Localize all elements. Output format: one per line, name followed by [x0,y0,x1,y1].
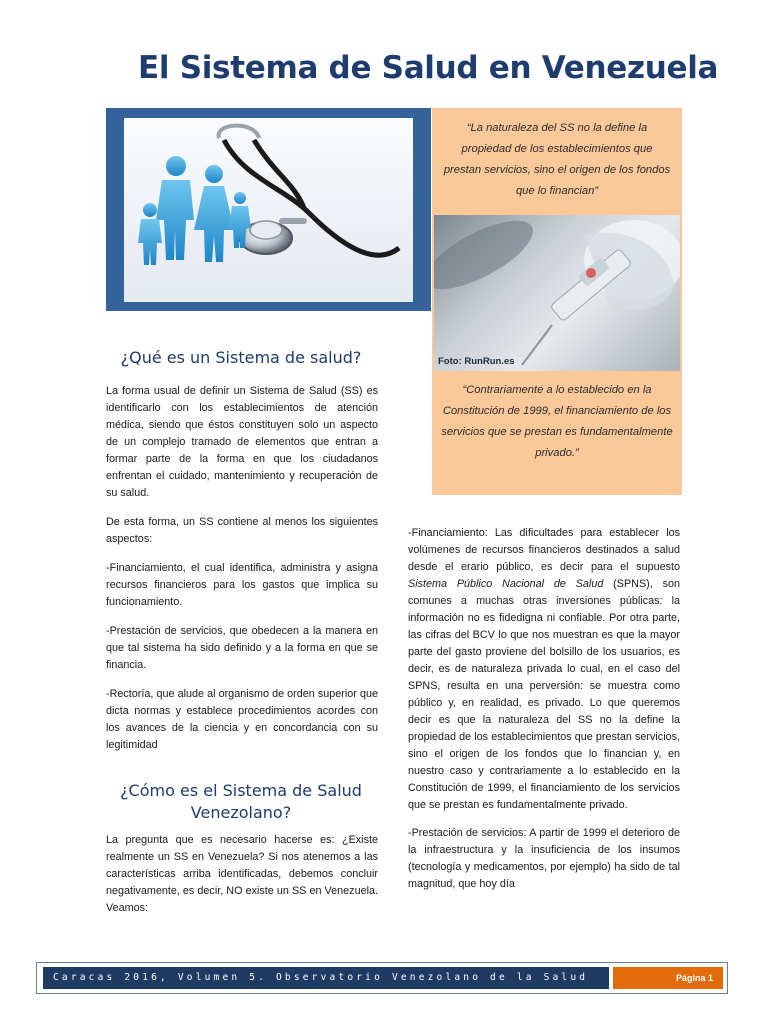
paragraph-financing [408,525,680,814]
photo-credit: Foto: RunRun.es [438,356,515,367]
syringe-illustration [434,215,680,371]
pull-quote-top: “La naturaleza del SS no la define la propiedad de los establecimientos que prestan servicios, sino el origen de los fondos que lo financian” [443,122,671,197]
footer-page-number: Página 1 [613,967,723,989]
section-heading-what-is: ¿Qué es un Sistema de salud? [120,348,362,367]
paragraph: -Financiamiento, el cual identifica, administra y asigna recursos financieros para los gastos que implica su funcionamiento. [106,562,378,608]
section-heading-how-is: ¿Cómo es el Sistema de Salud Venezolano? [120,781,362,822]
pull-quote-bottom: “Contrariamente a lo establecido en la Constitución de 1999, el financiamiento de los servicios que se prestan es fundamentalmente privado.” [441,384,673,459]
paragraph-services: -Prestación de servicios: A partir de 1999 el deterioro de la infraestructura y la insuficiencia de los insumos (tecnología y medicamentos, por ejemplo) ha sido de tal magnitud, que hoy día [408,827,680,890]
family-stethoscope-illustration [124,118,413,302]
paragraph: -Prestación de servicios, que obedecen a la manera en que tal sistema ha sido definido y a la forma en que se financia. [106,625,378,671]
sidebar-panel [432,108,682,495]
left-column-section2 [106,832,378,929]
paragraph: La pregunta que es necesario hacerse es: ¿Existe realmente un SS en Venezuela? Si nos atenemos a las características arriba identificadas, debemos concluir negativamente, es decir, NO existe un SS en Venezuela. Veamos: [106,834,378,914]
text-run-italic: Sistema Público Nacional de Salud [408,578,604,590]
family-stethoscope-image [124,118,413,302]
paragraph: La forma usual de definir un Sistema de Salud (SS) es identificarlo con los establecimientos de atención médica, siendo que éstos constituyen solo un aspecto de un complejo tramado de elementos que entran a formar parte de la forma en que los ciudadanos enfrentan el cuidado, mantenimiento y recuperación de su salud. [106,385,378,499]
paragraph: De esta forma, un SS contiene al menos los siguientes aspectos: [106,516,378,545]
footer-publication: Caracas 2016, Volumen 5. Observatorio Venezolano de la Salud [43,967,609,989]
left-column-section1 [106,383,378,766]
page-title: El Sistema de Salud en Venezuela [138,50,719,86]
text-run: (SPNS), son comunes a muchas otras inversiones públicas: la información no es fidedigna ni confiable. Por otra parte, las cifras del BCV lo que nos muestran es que la mayor parte del gasto proviene del bolsillo de los usuarios, es decir, es de naturaleza privada lo cual, en el caso del SPNS, resulta en una perversión: se muestra como público y, en realidad, es privado. Lo que queremos decir es que la naturaleza del SS no la define la propiedad de los establecimientos que prestan servicios, sino el origen de los fondos que lo financian y, en nuestro caso y contrariamente a lo establecido en la Constitución de 1999, el financiamiento de los servicios que se prestan es fundamentalmente privado. [408,578,680,811]
hero-image-frame [106,108,431,311]
text-run: -Financiamiento: Las dificultades para establecer los volúmenes de recursos financieros destinados a salud desde el erario público, es decir para el supuesto [408,527,680,573]
paragraph: -Rectoría, que alude al organismo de orden superior que dicta normas y establece procedimientos acordes con los avances de la ciencia y en concordancia con su legitimidad [106,688,378,751]
right-column [408,525,680,904]
syringe-photo [434,215,680,371]
page-footer [36,962,728,994]
